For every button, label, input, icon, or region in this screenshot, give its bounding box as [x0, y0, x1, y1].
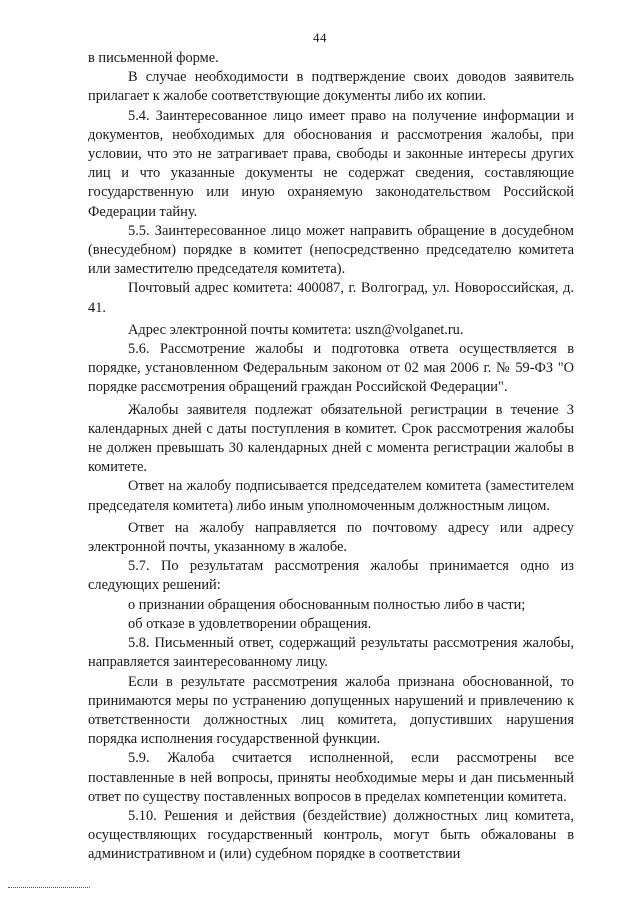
paragraph: 5.9. Жалоба считается исполненной, если рассмотрены все поставленные в ней вопросы, приняты необходимые меры и дан письменный ответ по существу поставленных вопросов в пределах компетенции комитета. — [88, 750, 574, 805]
paragraph: 5.5. Заинтересованное лицо может направить обращение в досудебном (внесудебном) порядке в комитет (непосредственно председателю комитета или заместителю председателя комитета). — [88, 222, 574, 278]
footer-rule — [8, 887, 90, 888]
paragraph: Ответ на жалобу подписывается председателем комитета (заместителем председателя комитета) либо иным уполномоченным должностным лицом. — [88, 478, 574, 514]
paragraph: Если в результате рассмотрения жалоба признана обоснованной, то принимаются меры по устранению допущенных нарушений и привлечению к ответственности должностных лиц комитета, допустивших нарушения порядка исполнения государственной функции. — [88, 673, 574, 748]
paragraph: Почтовый адрес комитета: 400087, г. Волгоград, ул. Новороссийская, д. 41. — [88, 280, 574, 316]
paragraph: Жалобы заявителя подлежат обязательной регистрации в течение 3 календарных дней с даты поступления в комитет. Срок рассмотрения жалобы не должен превышать 30 календарных дней с момента регистрации жалобы в комитете. — [88, 401, 574, 476]
paragraph: 5.4. Заинтересованное лицо имеет право на получение информации и документов, необходимых для обоснования и рассмотрения жалобы, при условии, что это не затрагивает права, свободы и законные интересы других лиц и что указанные документы не содержат сведения, составляющие государственную или иную охраняемую законодательством Российской Федерации тайну. — [88, 107, 574, 220]
paragraph: Адрес электронной почты комитета: uszn@volganet.ru. — [128, 321, 464, 338]
document-body — [88, 49, 574, 865]
paragraph: 5.10. Решения и действия (бездействие) должностных лиц комитета, осуществляющих государственный контроль, могут быть обжалованы в административном и (или) судебном порядке в соответствии — [88, 807, 574, 863]
paragraph: 5.6. Рассмотрение жалобы и подготовка ответа осуществляется в порядке, установленном Федеральным законом от 02 мая 2006 г. № 59-ФЗ "О порядке рассмотрения обращений граждан Российской Федерации". — [88, 341, 574, 396]
paragraph: Ответ на жалобу направляется по почтовому адресу или адресу электронной почты, указанному в жалобе. — [88, 519, 574, 556]
paragraph: в письменной форме. — [88, 50, 219, 66]
paragraph: об отказе в удовлетворении обращения. — [128, 615, 372, 632]
paragraph: 5.7. По результатам рассмотрения жалобы принимается одно из следующих решений: — [88, 558, 574, 594]
paragraph: 5.8. Письменный ответ, содержащий результаты рассмотрения жалобы, направляется заинтересованному лицу. — [88, 635, 574, 671]
page-number: 44 — [313, 30, 327, 45]
paragraph: В случае необходимости в подтверждение своих доводов заявитель прилагает к жалобе соответствующие документы либо их копии. — [88, 69, 574, 105]
paragraph: о признании обращения обоснованным полностью либо в части; — [128, 596, 526, 613]
